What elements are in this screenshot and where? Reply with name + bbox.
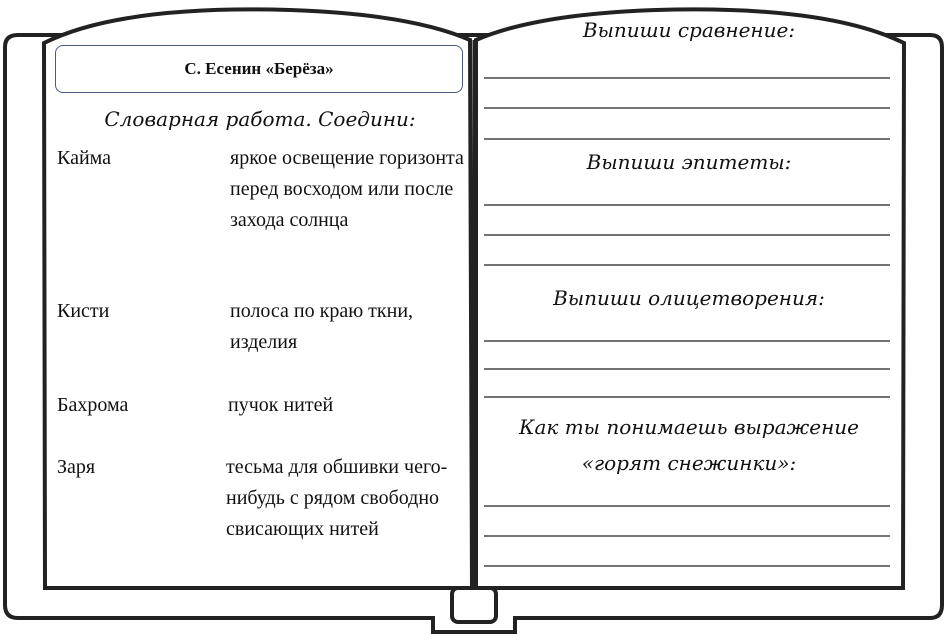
- definition-1: яркое освещение горизонта перед восходом или после захода солнца: [230, 147, 464, 231]
- term-kaima: Кайма: [57, 147, 112, 169]
- task-comparison: Выпиши сравнение:: [582, 18, 796, 42]
- task-epithets: Выпиши эпитеты:: [586, 150, 792, 174]
- task-personification: Выпиши олицетворения:: [553, 286, 825, 310]
- page-title: С. Есенин «Берёза»: [55, 45, 463, 93]
- definition-2: полоса по краю ткни, изделия: [230, 300, 414, 353]
- instruction-heading: Словарная работа. Соедини:: [104, 107, 416, 131]
- task-expression-line2: «горят снежинки»:: [581, 451, 797, 475]
- task-expression-line1: Как ты понимаешь выражение: [519, 415, 859, 439]
- term-zarya: Заря: [57, 456, 96, 478]
- term-kisti: Кисти: [57, 300, 110, 322]
- definition-4: тесьма для обшивки чего-нибудь с рядом свободно свисающих нитей: [226, 456, 448, 540]
- book-bottom-tab: [452, 588, 496, 622]
- definition-3: пучок нитей: [228, 394, 334, 416]
- term-bakhroma: Бахрома: [57, 394, 129, 416]
